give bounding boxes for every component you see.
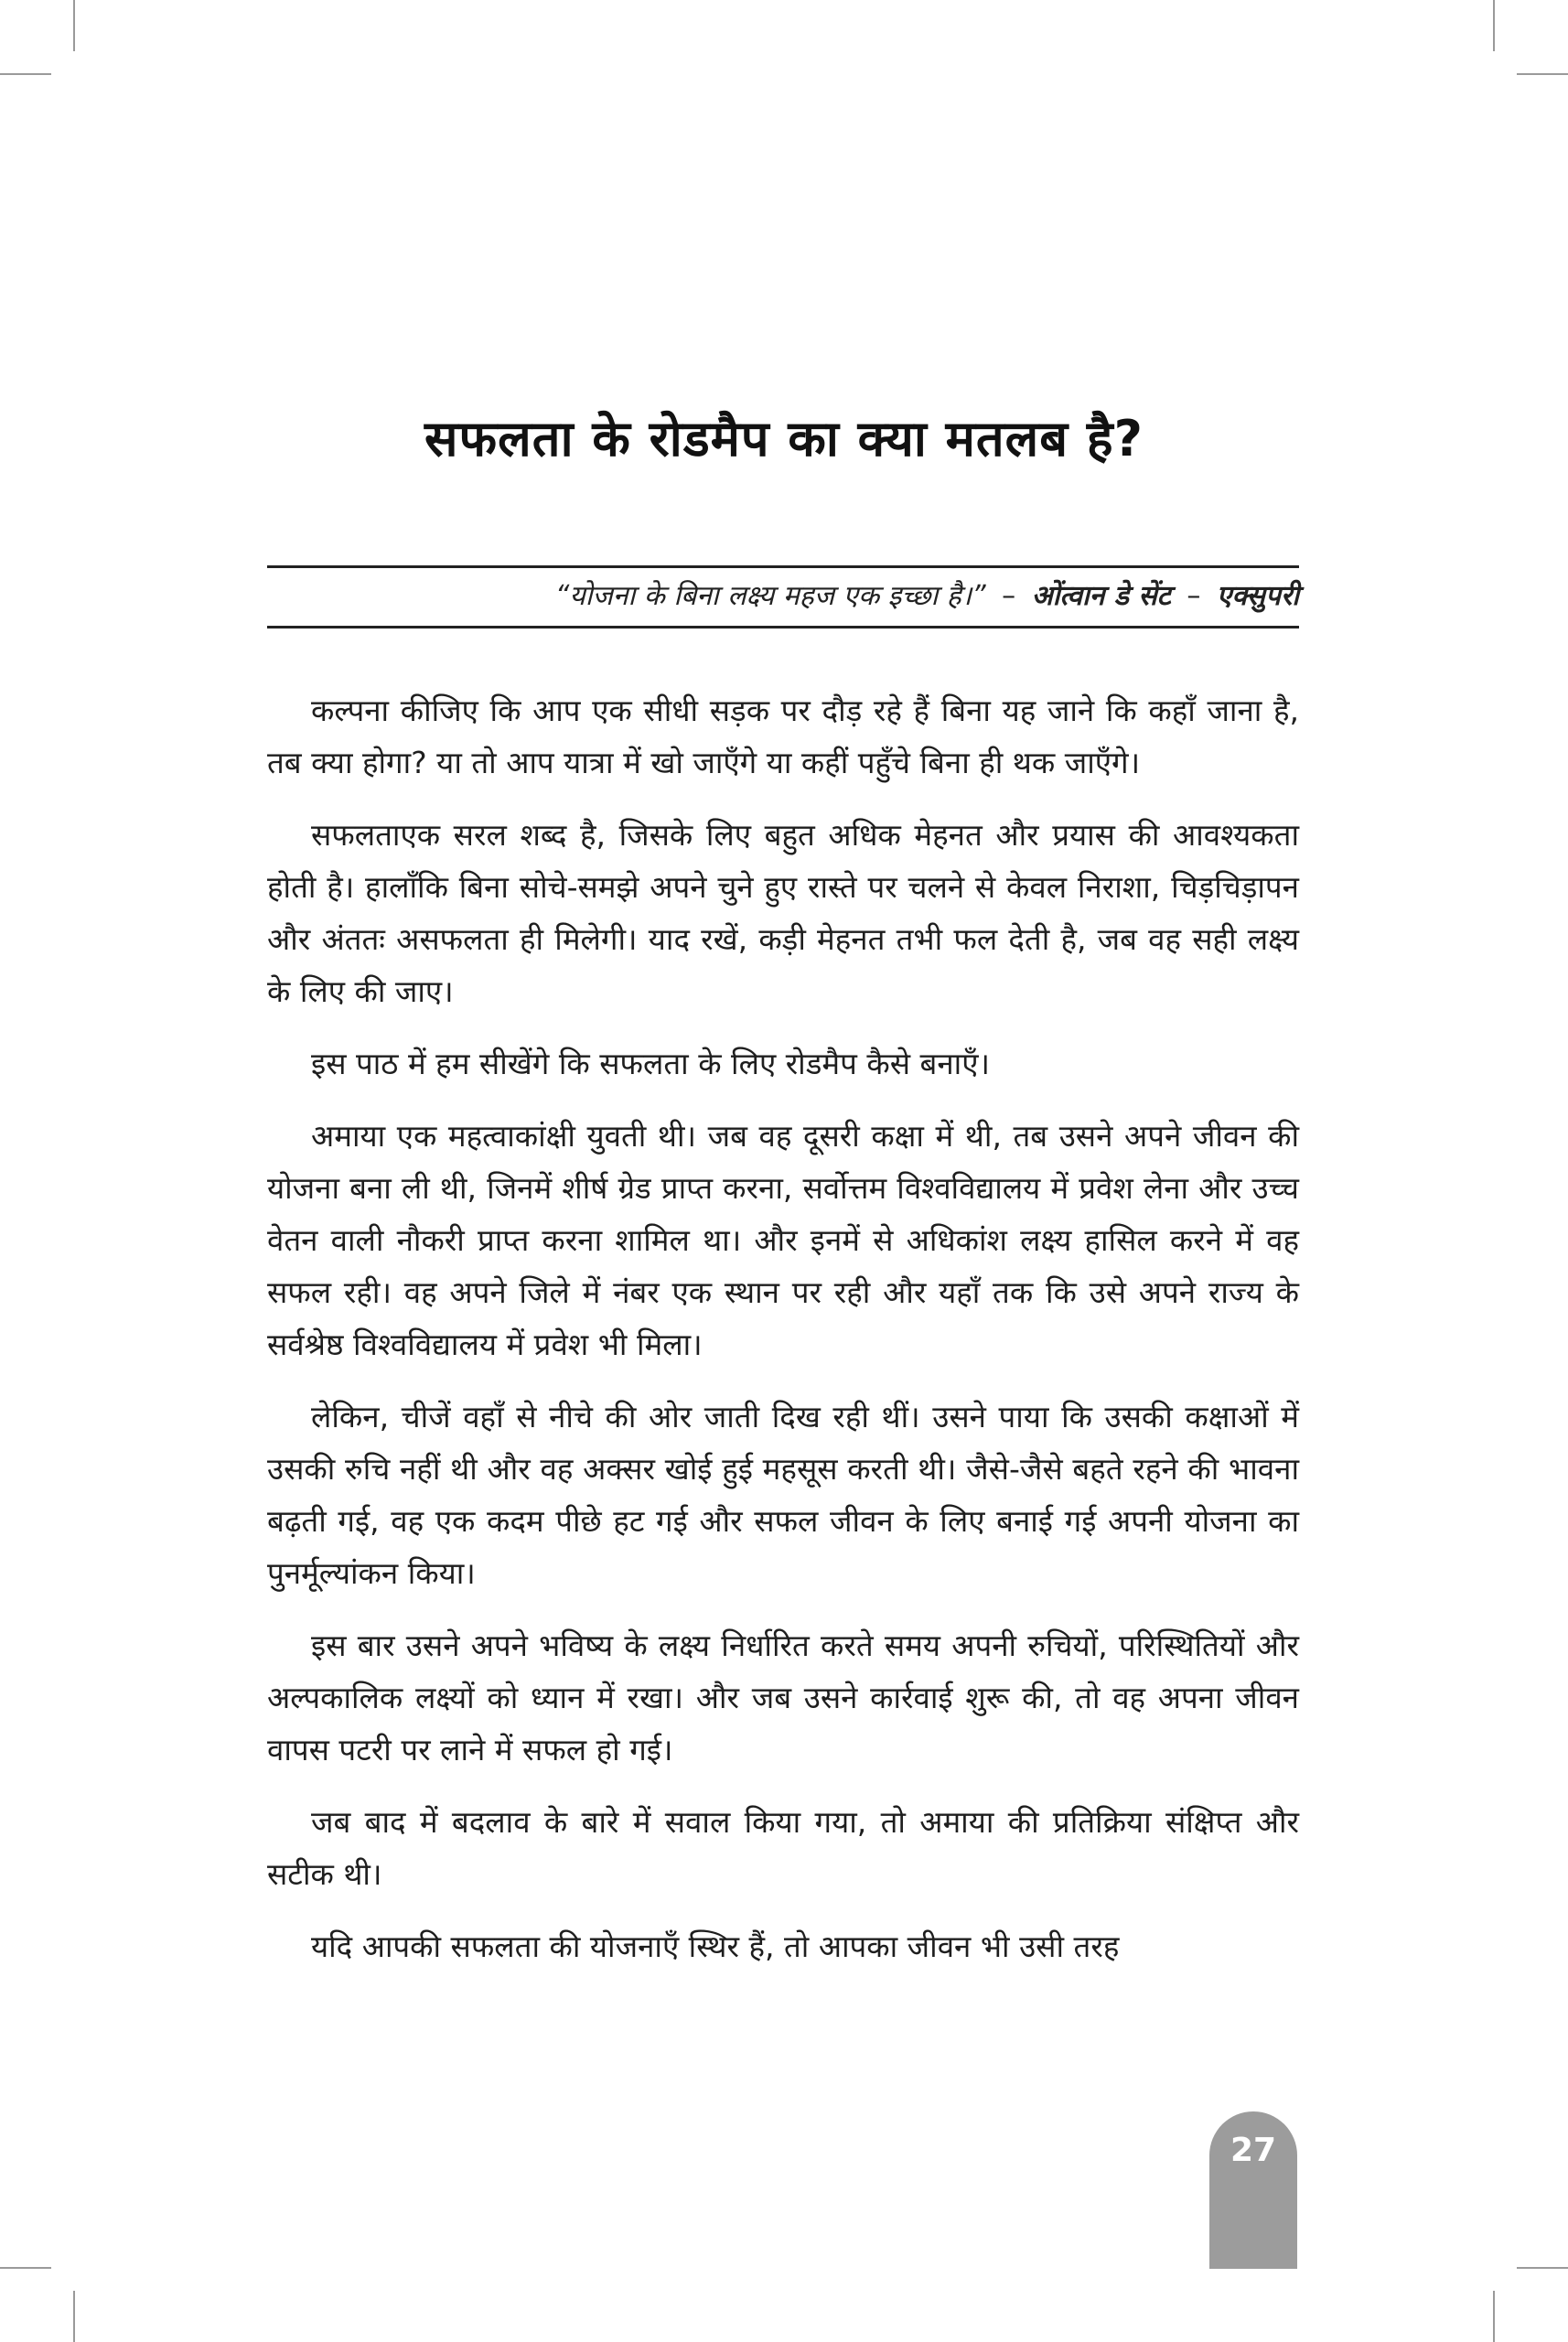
crop-mark-bottom-left-vertical [73,2291,75,2342]
paragraph: इस बार उसने अपने भविष्य के लक्ष्य निर्धारित करते समय अपनी रुचियों, परिस्थितियों और अल्पकालिक लक्ष्यों को ध्यान में रखा। और जब उसने कार्रवाई शुरू की, तो वह अपना जीवन वापस पटरी पर लाने में सफल हो गई। [267,1628,1299,1767]
epigraph-bottom-rule [267,626,1299,628]
body-text [267,684,1299,1993]
epigraph-top-rule [267,565,1299,568]
crop-mark-top-right-vertical [1493,0,1495,51]
epigraph-author-separator: – [1187,580,1201,612]
paragraph: यदि आपकी सफलता की योजनाएँ स्थिर हैं, तो आपका जीवन भी उसी तरह [311,1928,1120,1964]
epigraph-author-last: एक्सुपरी [1216,580,1299,612]
page-number: 27 [1230,2132,1277,2169]
paragraph: जब बाद में बदलाव के बारे में सवाल किया गया, तो अमाया की प्रतिक्रिया संक्षिप्त और सटीक थी। [267,1804,1299,1892]
epigraph-separator: – [1002,580,1016,612]
paragraph: अमाया एक महत्वाकांक्षी युवती थी। जब वह दूसरी कक्षा में थी, तब उसने अपने जीवन की योजना बना ली थी, जिनमें शीर्ष ग्रेड प्राप्त करना, सर्वोत्तम विश्वविद्यालय में प्रवेश लेना और उच्च वेतन वाली नौकरी प्राप्त करना शामिल था। और इनमें से अधिकांश लक्ष्य हासिल करने में वह सफल रही। वह अपने जिले में नंबर एक स्थान पर रही और यहाँ तक कि उसे अपने राज्य के सर्वश्रेष्ठ विश्वविद्यालय में प्रवेश भी मिला। [267,1118,1299,1362]
epigraph-author-first: ओंत्वान डे सेंट [1031,580,1171,612]
crop-mark-top-left-vertical [73,0,75,51]
crop-mark-bottom-left-horizontal [0,2267,51,2269]
page-number-tab [1209,2111,1297,2269]
crop-mark-bottom-right-horizontal [1517,2267,1568,2269]
crop-mark-top-left-horizontal [0,73,51,75]
paragraph: कल्पना कीजिए कि आप एक सीधी सड़क पर दौड़ रहे हैं बिना यह जाने कि कहाँ जाना है, तब क्या होगा? या तो आप यात्रा में खो जाएँगे या कहीं पहुँचे बिना ही थक जाएँगे। [267,693,1299,780]
chapter-title: सफलता के रोडमैप का क्या मतलब है? [424,410,1144,467]
paragraph: इस पाठ में हम सीखेंगे कि सफलता के लिए रोडमैप कैसे बनाएँ। [311,1046,990,1081]
epigraph [267,569,1299,624]
epigraph-text: “योजना के बिना लक्ष्य महज एक इच्छा है।” [554,580,986,612]
paragraph: लेकिन, चीजें वहाँ से नीचे की ओर जाती दिख रही थीं। उसने पाया कि उसकी कक्षाओं में उसकी रुचि नहीं थी और वह अक्सर खोई हुई महसूस करती थी। जैसे-जैसे बहते रहने की भावना बढ़ती गई, वह एक कदम पीछे हट गई और सफल जीवन के लिए बनाई गई अपनी योजना का पुनर्मूल्यांकन किया। [267,1399,1299,1591]
crop-mark-top-right-horizontal [1517,73,1568,75]
crop-mark-bottom-right-vertical [1493,2291,1495,2342]
paragraph: सफलताएक सरल शब्द है, जिसके लिए बहुत अधिक मेहनत और प्रयास की आवश्यकता होती है। हालाँकि बिना सोचे-समझे अपने चुने हुए रास्ते पर चलने से केवल निराशा, चिड़चिड़ापन और अंततः असफलता ही मिलेगी। याद रखें, कड़ी मेहनत तभी फल देती है, जब वह सही लक्ष्य के लिए की जाए। [267,817,1299,1009]
